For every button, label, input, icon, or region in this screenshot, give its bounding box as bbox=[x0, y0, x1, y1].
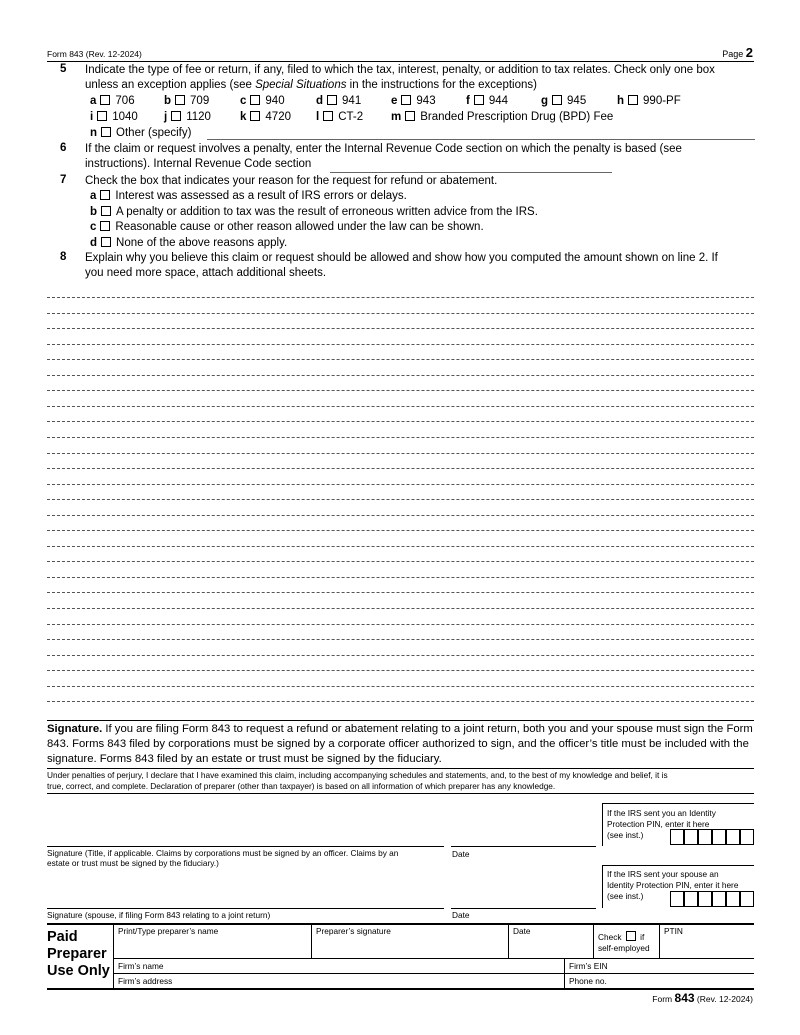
line6-text2: instructions). Internal Revenue Code section bbox=[85, 158, 312, 170]
line5-checkbox-g[interactable] bbox=[552, 95, 562, 105]
page-prefix: Page bbox=[722, 49, 744, 59]
option-key: b bbox=[90, 205, 98, 218]
perjury-text2: true, correct, and complete. Declaration of preparer (other than taxpayer) is based on all information of which preparer has any knowledge. bbox=[47, 781, 556, 791]
line5-text1: Indicate the type of fee or return, if any, filed to which the tax, interest, penalty, or addition to tax relates. Check only one box bbox=[85, 64, 715, 76]
explanation-line[interactable] bbox=[47, 421, 754, 422]
self-employed-check bbox=[598, 931, 650, 954]
sp-pin-label1: If the IRS sent your spouse an bbox=[607, 869, 719, 879]
line5-number: 5 bbox=[60, 63, 67, 75]
explanation-line[interactable] bbox=[47, 344, 754, 345]
prep-row-rule2 bbox=[113, 973, 754, 974]
signature-instructions bbox=[47, 722, 755, 767]
self-employed-checkbox[interactable] bbox=[626, 931, 636, 941]
explanation-line[interactable] bbox=[47, 406, 754, 407]
option-key: a bbox=[90, 95, 97, 107]
taxpayer-signature-label bbox=[47, 848, 398, 868]
line5-option-l[interactable] bbox=[316, 111, 363, 123]
ip-pin-label2: Protection PIN, enter it here bbox=[607, 819, 710, 829]
explanation-line[interactable] bbox=[47, 624, 754, 625]
page-num: 2 bbox=[745, 45, 753, 60]
line6-text1: If the claim or request involves a penalty, enter the Internal Revenue Code section on which the penalty is based (see bbox=[85, 143, 682, 155]
option-label: 990-PF bbox=[643, 95, 681, 107]
line5-checkbox-m[interactable] bbox=[405, 111, 415, 121]
option-label: 1040 bbox=[112, 111, 138, 123]
pin-digit-box[interactable] bbox=[670, 829, 684, 845]
line5-checkbox-k[interactable] bbox=[250, 111, 260, 121]
explanation-line[interactable] bbox=[47, 453, 754, 454]
option-key: m bbox=[391, 111, 402, 123]
line5-option-e[interactable] bbox=[391, 95, 436, 107]
option-key: b bbox=[164, 95, 172, 107]
spouse-pin-box-top bbox=[602, 865, 754, 866]
ptin-label: PTIN bbox=[664, 926, 683, 936]
taxpayer-date-label: Date bbox=[452, 849, 470, 859]
irc-section-field[interactable] bbox=[330, 172, 612, 173]
signature-text2: 843. Forms 843 filed by corporations must be signed by a corporate officer authorized to sign, and the officer’s title must be included with the bbox=[47, 738, 749, 750]
option-key: g bbox=[541, 95, 549, 107]
prep-div1 bbox=[311, 924, 312, 958]
line8-text bbox=[85, 251, 755, 281]
line8-text1: Explain why you believe this claim or request should be allowed and show how you computed the amount shown on line 2. If bbox=[85, 252, 718, 264]
explanation-line[interactable] bbox=[47, 686, 754, 687]
line5-option-k[interactable] bbox=[240, 111, 291, 123]
perjury-top-rule bbox=[47, 768, 754, 769]
line7-option-b[interactable] bbox=[90, 206, 538, 218]
line5-option-f[interactable] bbox=[466, 95, 508, 107]
option-label: CT-2 bbox=[338, 111, 364, 123]
line5-text2-italic: Special Situations bbox=[255, 79, 347, 91]
preparer-title2: Preparer bbox=[47, 946, 107, 962]
option-label: A penalty or addition to tax was the result of erroneous written advice from the IRS. bbox=[116, 205, 538, 218]
footer-form bbox=[652, 991, 753, 1005]
option-label: Branded Prescription Drug (BPD) Fee bbox=[420, 111, 614, 123]
line5-checkbox-d[interactable] bbox=[327, 95, 337, 105]
explanation-line[interactable] bbox=[47, 530, 754, 531]
pin-digit-box[interactable] bbox=[684, 829, 698, 845]
signature-top-rule bbox=[47, 720, 754, 721]
print-name-label: Print/Type preparer’s name bbox=[118, 926, 219, 936]
taxpayer-date-line[interactable] bbox=[451, 846, 596, 847]
check-label: Check bbox=[598, 932, 622, 942]
explanation-line[interactable] bbox=[47, 546, 754, 547]
line5-text2-post: in the instructions for the exceptions) bbox=[346, 79, 537, 91]
line5-option-c[interactable] bbox=[240, 95, 285, 107]
pin-digit-box[interactable] bbox=[684, 891, 698, 907]
option-key: f bbox=[466, 95, 470, 107]
explanation-line[interactable] bbox=[47, 577, 754, 578]
footer-rev: (Rev. 12-2024) bbox=[696, 994, 753, 1004]
preparer-bottom-rule bbox=[47, 988, 754, 990]
line5-option-j[interactable] bbox=[164, 111, 211, 123]
line5-option-d[interactable] bbox=[316, 95, 361, 107]
line5-checkbox-j[interactable] bbox=[171, 111, 181, 121]
explanation-line[interactable] bbox=[47, 437, 754, 438]
page-number bbox=[722, 45, 753, 60]
option-label: 940 bbox=[265, 95, 285, 107]
option-label: 4720 bbox=[265, 111, 291, 123]
option-label: 944 bbox=[488, 95, 509, 107]
option-key: h bbox=[617, 95, 625, 107]
phone-label[interactable]: Phone no. bbox=[569, 976, 607, 986]
ip-pin-label3: (see inst.) bbox=[607, 830, 644, 840]
signature-text3: signature. Forms 843 filed by an estate or trust must be signed by the fiduciary. bbox=[47, 753, 442, 765]
line7-number: 7 bbox=[60, 174, 67, 186]
option-key: l bbox=[316, 111, 320, 123]
pin-digit-box[interactable] bbox=[670, 891, 684, 907]
option-key: e bbox=[391, 95, 398, 107]
line5-checkbox-a[interactable] bbox=[100, 95, 110, 105]
sp-pin-label2: Identity Protection PIN, enter it here bbox=[607, 880, 739, 890]
firm-address-label[interactable]: Firm’s address bbox=[118, 976, 173, 986]
line7-checkbox-c[interactable] bbox=[100, 221, 110, 231]
sig-label2: estate or trust must be signed by the fiduciary.) bbox=[47, 858, 219, 868]
ip-pin-label1: If the IRS sent you an Identity bbox=[607, 808, 716, 818]
line5-option-g[interactable] bbox=[541, 95, 586, 107]
pin-digit-box[interactable] bbox=[712, 829, 726, 845]
line5-checkbox-b[interactable] bbox=[175, 95, 185, 105]
line8-text2: you need more space, attach additional sheets. bbox=[85, 267, 327, 279]
perjury-bottom-rule bbox=[47, 793, 754, 794]
explanation-line[interactable] bbox=[47, 484, 754, 485]
line5-checkbox-c[interactable] bbox=[250, 95, 260, 105]
spouse-signature-label: Signature (spouse, if filing Form 843 relating to a joint return) bbox=[47, 910, 271, 920]
line5-option-n[interactable] bbox=[90, 127, 191, 139]
option-key: d bbox=[316, 95, 324, 107]
pin-digit-box[interactable] bbox=[712, 891, 726, 907]
paid-preparer-title bbox=[47, 929, 110, 980]
line5-option-a[interactable] bbox=[90, 95, 135, 107]
line7-checkbox-a[interactable] bbox=[100, 190, 110, 200]
explanation-line[interactable] bbox=[47, 468, 754, 469]
line7-option-d[interactable] bbox=[90, 237, 287, 249]
ip-pin-box-left bbox=[602, 803, 603, 846]
option-key: n bbox=[90, 127, 98, 139]
line7-option-a[interactable] bbox=[90, 190, 407, 202]
line5-option-b[interactable] bbox=[164, 95, 209, 107]
sig-label1: Signature (Title, if applicable. Claims by corporations must be signed by an officer. Claims by an bbox=[47, 848, 399, 858]
option-label: 1120 bbox=[186, 111, 211, 123]
prep-div4 bbox=[659, 924, 660, 958]
option-label: None of the above reasons apply. bbox=[116, 236, 288, 249]
perjury-statement bbox=[47, 770, 755, 792]
option-key: j bbox=[164, 111, 168, 123]
footer-form-label: Form bbox=[652, 994, 673, 1004]
explanation-line[interactable] bbox=[47, 390, 754, 391]
line5-checkbox-i[interactable] bbox=[97, 111, 107, 121]
prep-div3 bbox=[593, 924, 594, 958]
option-label: 706 bbox=[115, 95, 135, 107]
option-key: d bbox=[90, 236, 98, 249]
perjury-text1: Under penalties of perjury, I declare that I have examined this claim, including accompanying schedules and statements, and, to the best of my knowledge and belief, it is bbox=[47, 770, 668, 780]
explanation-line[interactable] bbox=[47, 561, 754, 562]
line5-option-m[interactable] bbox=[391, 111, 613, 123]
pin-digit-box[interactable] bbox=[698, 829, 712, 845]
option-key: a bbox=[90, 190, 97, 202]
line5-option-h[interactable] bbox=[617, 95, 681, 107]
explanation-line[interactable] bbox=[47, 359, 754, 360]
option-label: Reasonable cause or other reason allowed under the law can be shown. bbox=[115, 221, 484, 233]
sp-pin-label3: (see inst.) bbox=[607, 891, 644, 901]
option-label: 709 bbox=[190, 95, 210, 107]
explanation-line[interactable] bbox=[47, 608, 754, 609]
pin-digit-box[interactable] bbox=[698, 891, 712, 907]
firm-name-label[interactable]: Firm’s name bbox=[118, 961, 164, 971]
spouse-date-label: Date bbox=[452, 910, 470, 920]
explanation-line[interactable] bbox=[47, 499, 754, 500]
ip-pin-box-top bbox=[602, 803, 754, 804]
if-label: if bbox=[640, 932, 645, 942]
pin-digit-box[interactable] bbox=[726, 829, 740, 845]
option-label: 941 bbox=[342, 95, 362, 107]
explanation-line[interactable] bbox=[47, 701, 754, 702]
option-key: i bbox=[90, 111, 94, 123]
spouse-signature-line[interactable] bbox=[47, 908, 444, 909]
preparer-title1: Paid bbox=[47, 929, 78, 945]
signature-bold: Signature. bbox=[47, 723, 103, 735]
line7-checkbox-b[interactable] bbox=[101, 206, 111, 216]
option-label: 945 bbox=[567, 95, 587, 107]
line5-text bbox=[85, 63, 755, 93]
line5-checkbox-l[interactable] bbox=[323, 111, 333, 121]
firm-ein-label[interactable]: Firm’s EIN bbox=[569, 961, 608, 971]
line5-option-i[interactable] bbox=[90, 111, 138, 123]
line6-number: 6 bbox=[60, 142, 67, 154]
line5-checkbox-e[interactable] bbox=[401, 95, 411, 105]
pin-digit-box[interactable] bbox=[740, 891, 754, 907]
explanation-line[interactable] bbox=[47, 670, 754, 671]
header-rule bbox=[47, 61, 754, 62]
self-employed-label: self-employed bbox=[598, 943, 650, 953]
line7-text: Check the box that indicates your reason for the request for refund or abatement. bbox=[85, 175, 498, 187]
signature-text1: If you are filing Form 843 to request a refund or abatement relating to a joint return, both you and your spouse must sign the Form bbox=[102, 723, 753, 735]
line5-checkbox-f[interactable] bbox=[474, 95, 484, 105]
explanation-line[interactable] bbox=[47, 328, 754, 329]
prep-row-rule1 bbox=[113, 958, 754, 959]
explanation-line[interactable] bbox=[47, 639, 754, 640]
line5-checkbox-h[interactable] bbox=[628, 95, 638, 105]
spouse-date-line[interactable] bbox=[451, 908, 596, 909]
preparer-top-rule bbox=[47, 923, 754, 925]
explanation-line[interactable] bbox=[47, 313, 754, 314]
option-key: c bbox=[90, 221, 97, 233]
footer-form-num: 843 bbox=[674, 991, 695, 1005]
option-label: Interest was assessed as a result of IRS errors or delays. bbox=[115, 190, 407, 202]
option-label: Other (specify) bbox=[116, 127, 192, 139]
form-revision: Form 843 (Rev. 12-2024) bbox=[47, 49, 142, 59]
line7-checkbox-d[interactable] bbox=[101, 237, 111, 247]
explanation-line[interactable] bbox=[47, 375, 754, 376]
line5-text2-pre: unless an exception applies (see bbox=[85, 79, 256, 91]
preparer-title3: Use Only bbox=[47, 963, 110, 979]
line8-number: 8 bbox=[60, 251, 67, 263]
option-key: k bbox=[240, 111, 247, 123]
pin-digit-box[interactable] bbox=[740, 829, 754, 845]
explanation-line[interactable] bbox=[47, 515, 754, 516]
prep-div2 bbox=[508, 924, 509, 958]
pin-digit-box[interactable] bbox=[726, 891, 740, 907]
prep-signature-label: Preparer’s signature bbox=[316, 926, 391, 936]
explanation-line[interactable] bbox=[47, 655, 754, 656]
taxpayer-signature-line[interactable] bbox=[47, 846, 444, 847]
other-specify-line[interactable] bbox=[207, 139, 755, 140]
option-key: c bbox=[240, 95, 247, 107]
line7-option-c[interactable] bbox=[90, 221, 484, 233]
prep-date-label: Date bbox=[513, 926, 531, 936]
preparer-title-divider bbox=[113, 924, 114, 989]
explanation-line[interactable] bbox=[47, 297, 754, 298]
option-label: 943 bbox=[416, 95, 436, 107]
explanation-line[interactable] bbox=[47, 592, 754, 593]
spouse-pin-box-left bbox=[602, 865, 603, 908]
line6-text bbox=[85, 142, 755, 172]
line5-checkbox-n[interactable] bbox=[101, 127, 111, 137]
